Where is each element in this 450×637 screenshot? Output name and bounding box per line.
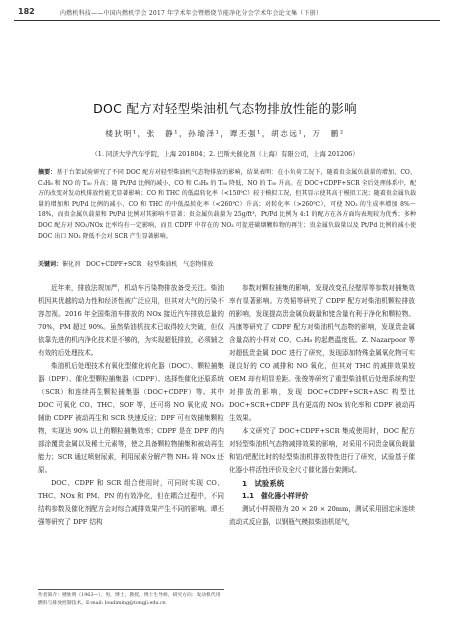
section-heading: 1 试验系统 <box>242 479 285 488</box>
running-title: 内燃机科技——中国内燃机学会 2017 年学术年会暨燃烧节能净化分会学术年会论文集（下册） <box>60 10 323 17</box>
keywords <box>38 259 416 268</box>
right-column <box>229 282 415 529</box>
paper-title: DOC 配方对轻型柴油机气态物排放性能的影响 <box>93 101 357 116</box>
keywords-label: 关键词： <box>38 261 63 268</box>
body-paragraph: 柴油机后处理技术有氧化型催化转化器（DOC）、颗粒捕集器（DPF）、催化型颗粒捕集器（CDPF）、选择性催化还原系统（SCR）和连续再生颗粒捕集器（DOC+CDPF）等。其中 DOC 可氧化 CO、THC、SOF 等，还可将 NO 氧化成 NO₂ 辅助 CDPF 被动再生和 SCR 快速反应；DPF 可有效捕集颗粒物，实现达 90% 以上的颗粒捕集效率；CDPF 是在 DPF 的内部涂覆贵金属以及稀土元素等，使之具备颗粒物捕集和被动再生能力；SCR 通过喷射尿素，利用尿素分解产物 NH₃ 将 NOx 还原。 <box>38 362 224 474</box>
abstract <box>38 168 416 242</box>
body-paragraph: 本文研究了 DOC+CDPF+SCR 集成使用时，DOC 配方对轻型柴油机气态物减排效果的影响，对采用不同贵金属负载量和铂/钯配比时的轻型柴油机排放特性进行了研究，试验基于催化器小样活性评价及全尺寸催化器台架测试。 <box>229 427 415 474</box>
body-paragraph: 参数对颗粒捕集的影响，发现改变孔径壁厚等参数对捕集效率有显著影响。方英韬等研究了 CDPF 配方对柴油机颗粒排放的影响，发现提高贵金属负载量和铑含量有利于净化和颗粒物。冯康等研究了 CDPF 配方对柴油机气态物的影响，发现贵金属含量高的小样对 CO、C₃H₈ 的起燃温度低。Z. Nazarpoor 等对超低贵金属 DOC 进行了研究，发现添加特殊金属氧化物可实现良好的 CO 减排和 NO 氧化，但其对 THC 的减排效果较 OEM 却有明显差距。张俊等研究了重型柴油机后处理系统构型对排放的影响，发现 DOC+CDPF+SCR+ASC 构型比 DOC+SCR+CDPF 具有更高的 NOx 转化率和 CDPF 被动再生效果。 <box>229 284 415 422</box>
subsection-heading: 1.1 催化器小样评价 <box>242 492 309 500</box>
author-list: 楼狄明¹，张 静¹，孙瑜泽¹，谭丕强¹，胡志远¹，万 鹏² <box>105 129 345 138</box>
left-column <box>38 282 224 529</box>
running-header <box>14 5 440 20</box>
body-paragraph: DOC、CDPF 和 SCR 组合使用时，可同时实现 CO、THC、NOx 和 PM、PN 的有效净化，但在耦合过程中，不同结构参数及催化剂配方会对综合减排效果产生不同的影响。谭丕强等研究了 DPF 结构 <box>38 479 224 526</box>
body-paragraph: 测试小样规格为 20 × 20 × 20mm，测试采用固定床连续流动式反应器，以钢瓶气模拟柴油机尾气， <box>229 505 415 526</box>
keywords-text: 催化剂 DOC+CDPF+SCR 轻型柴油机 气态物排放 <box>62 261 214 268</box>
author-footnote: 作者简介：楼狄明（1963—），男，博士，教授，博士生导师，研究方向：发动机代用燃料与排放控制技术。E-mail: loudiming@tongji.edu.cn <box>38 589 224 608</box>
affiliation: （1. 同济大学汽车学院，上海 201804；2. 巴斯夫催化剂（上海）有限公司，上海 201206） <box>91 150 359 158</box>
header-rule <box>14 20 440 21</box>
abstract-label: 摘要： <box>38 169 57 176</box>
body-paragraph: 近年来，排放法规加严，机动车污染物排放备受关注。柴油机因其优越的动力性和经济性被广泛应用，但其对大气的污染不容忽视。2016 年全国柴油车排放的 NOx 接近汽车排放总量的 70%，PM 超过 90%。虽然柴油机技术已取得较大突破，但仅依靠先进的机内净化技术是不够的，为实现超低排放，必须辅之有效的后处理技术。 <box>38 284 224 357</box>
abstract-text: 基于台架试验研究了不同 DOC 配方对轻型柴油机气态物排放的影响，结果表明：在小负荷工况下，随着贵金属负载量的增加，CO、C₃H₈ 和 NO 的 T₅₀ 升高；随 Pt/Pd 比例的减小，CO 和 C₃H₈ 的 T₅₀ 降低，NO 的 T₅₀ 升高。在 DOC+CDPF+SCR 全后处理体系中，配方的改变对发动机排放性能无显著影响；CO 和 THC 的低温转化率（<150℃）较于模拟工况，但其显示使其高于模拟工况；随着贵金属负载量的增加和 Pt/Pd 比例的减小，CO 和 THC 的中低温转化率（<260℃）升高；对转化率（>260℃），可使 NO₂ 的生成率增加 8%～18%，而贵金属负载量和 Pt/Pd 比例对其影响不显著；贵金属负载量为 25g/ft³，Pt/Pd 比例为 4:1 的配方在各方面均表现较为优秀；多种 DOC 配方对 NO₂/NOx 比率均有一定影响，而且 CDPF 中存在的 NO₂ 可促进碳烟颗粒物的再生；贵金属负载量以及 Pt/Pd 比例的减小使 DOC 出口 NO₂ 降低不会对 SCR 产生显著影响。 <box>38 169 416 240</box>
page-number: 182 <box>18 7 35 16</box>
